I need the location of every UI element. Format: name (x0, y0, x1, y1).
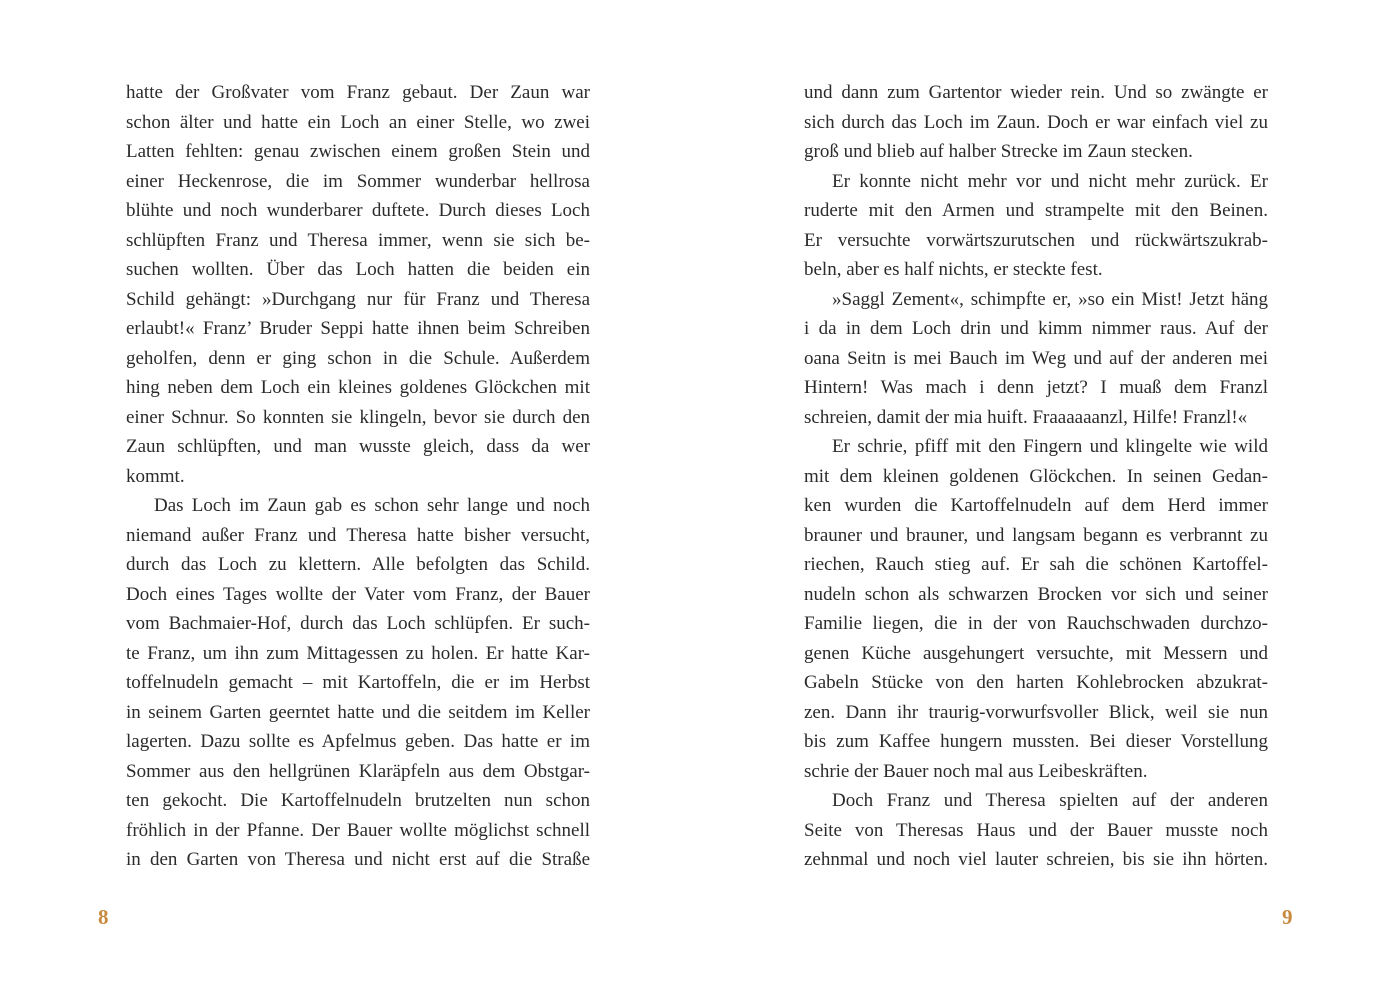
text-line: schrie der Bauer noch mal aus Leibeskräften. (804, 760, 1148, 782)
text-line: toffelnudeln gemacht – mit Kartoffeln, die er im Herbst (126, 672, 590, 693)
text-line: schreien, damit der mia huift. Fraaaaaanzl, Hilfe! Franzl!« (804, 406, 1248, 428)
text-line: kommt. (126, 465, 185, 487)
text-line: durch das Loch zu klettern. Alle befolgten das Schild. (126, 554, 590, 575)
text-line: und dann zum Gartentor wieder rein. Und so zwängte er (804, 82, 1268, 103)
text-line: ken wurden die Kartoffelnudeln auf dem Herd immer (804, 495, 1268, 516)
text-line: groß und blieb auf halber Strecke im Zaun stecken. (804, 141, 1193, 162)
text-line: niemand außer Franz und Theresa hatte bisher versucht, (126, 524, 590, 546)
text-line: nudeln schon als schwarzen Brocken vor sich und seiner (804, 583, 1268, 605)
text-line: brauner und brauner, und langsam begann es verbrannt zu (804, 524, 1268, 546)
text-line: Seite von Theresas Haus und der Bauer musste noch (804, 819, 1268, 841)
text-line: Zaun schlüpften, und man wusste gleich, dass da wer (126, 436, 590, 457)
text-line: Schild gehängt: »Durchgang nur für Franz und Theresa (126, 288, 590, 310)
text-line: zen. Dann ihr traurig-vorwurfsvoller Blick, weil sie nun (804, 701, 1268, 723)
left-page-text (126, 78, 590, 875)
text-line: vom Bachmaier-Hof, durch das Loch schlüpfen. Er such- (126, 613, 590, 634)
page-number: 8 (98, 905, 109, 929)
text-line: einer Heckenrose, die im Sommer wunderbar hellrosa (126, 170, 590, 192)
text-line: ten gekocht. Die Kartoffelnudeln brutzelten nun schon (126, 790, 590, 811)
text-line: Er schrie, pfiff mit den Fingern und klingelte wie wild (832, 436, 1268, 457)
text-line: Doch eines Tages wollte der Vater vom Franz, der Bauer (126, 583, 590, 605)
text-line: blühte und noch wunderbarer duftete. Durch dieses Loch (126, 200, 590, 221)
text-line: Er versuchte vorwärtszurutschen und rückwärtszukrab- (804, 229, 1268, 251)
text-line: hing neben dem Loch ein kleines goldenes Glöckchen mit (126, 377, 590, 398)
text-line: erlaubt!« Franz’ Bruder Seppi hatte ihnen beim Schreiben (126, 318, 590, 339)
text-line: geholfen, denn er ging schon in die Schule. Außerdem (126, 347, 590, 369)
text-line: sich durch das Loch im Zaun. Doch er war einfach viel zu (804, 111, 1268, 133)
text-line: ruderte mit den Armen und strampelte mit den Beinen. (804, 200, 1268, 221)
text-line: Familie liegen, die in der von Rauchschwaden durchzo- (804, 613, 1268, 634)
text-line: Er konnte nicht mehr vor und nicht mehr zurück. Er (832, 170, 1268, 192)
text-line: te Franz, um ihn zum Mittagessen zu holen. Er hatte Kar- (126, 642, 590, 664)
left-page (0, 0, 697, 1000)
text-line: oana Seitn is mei Bauch im Weg und auf der anderen mei (804, 347, 1268, 369)
text-line: Doch Franz und Theresa spielten auf der anderen (832, 790, 1268, 811)
right-page (698, 0, 1395, 1000)
text-line: in den Garten von Theresa und nicht erst auf die Straße (126, 849, 590, 870)
text-line: schon älter und hatte ein Loch an einer Stelle, wo zwei (126, 111, 590, 133)
text-line: zehnmal und noch viel lauter schreien, bis sie ihn hörten. (804, 849, 1268, 870)
right-page-text (804, 78, 1268, 875)
text-line: lagerten. Dazu sollte es Apfelmus geben. Das hatte er im (126, 731, 590, 752)
text-line: beln, aber es half nichts, er steckte fest. (804, 259, 1103, 280)
text-line: Hintern! Was mach i denn jetzt? I muaß dem Franzl (804, 377, 1268, 398)
text-line: Sommer aus den hellgrünen Klaräpfeln aus dem Obstgar- (126, 760, 590, 782)
text-line: Gabeln Stücke von den harten Kohlebrocken abzukrat- (804, 672, 1268, 693)
page-number: 9 (1282, 905, 1293, 929)
text-line: genen Küche ausgehungert versuchte, mit Messern und (804, 642, 1268, 664)
text-line: mit dem kleinen goldenen Glöckchen. In seinen Gedan- (804, 465, 1268, 487)
text-line: Latten fehlten: genau zwischen einem großen Stein und (126, 141, 590, 162)
text-line: i da in dem Loch drin und kimm nimmer raus. Auf der (804, 318, 1268, 339)
text-line: in seinem Garten geerntet hatte und die seitdem im Keller (126, 701, 590, 723)
text-line: schlüpften Franz und Theresa immer, wenn sie sich be- (126, 229, 590, 251)
text-line: einer Schnur. So konnten sie klingeln, bevor sie durch den (126, 406, 590, 428)
text-line: riechen, Rauch stieg auf. Er sah die schönen Kartoffel- (804, 554, 1268, 575)
text-line: »Saggl Zement«, schimpfte er, »so ein Mist! Jetzt häng (832, 288, 1268, 310)
text-line: fröhlich in der Pfanne. Der Bauer wollte möglichst schnell (126, 819, 590, 841)
text-line: Das Loch im Zaun gab es schon sehr lange und noch (154, 495, 590, 516)
text-line: hatte der Großvater vom Franz gebaut. Der Zaun war (126, 82, 590, 103)
text-line: bis zum Kaffee hungern mussten. Bei dieser Vorstellung (804, 731, 1268, 752)
text-line: suchen wollten. Über das Loch hatten die beiden ein (126, 259, 590, 280)
